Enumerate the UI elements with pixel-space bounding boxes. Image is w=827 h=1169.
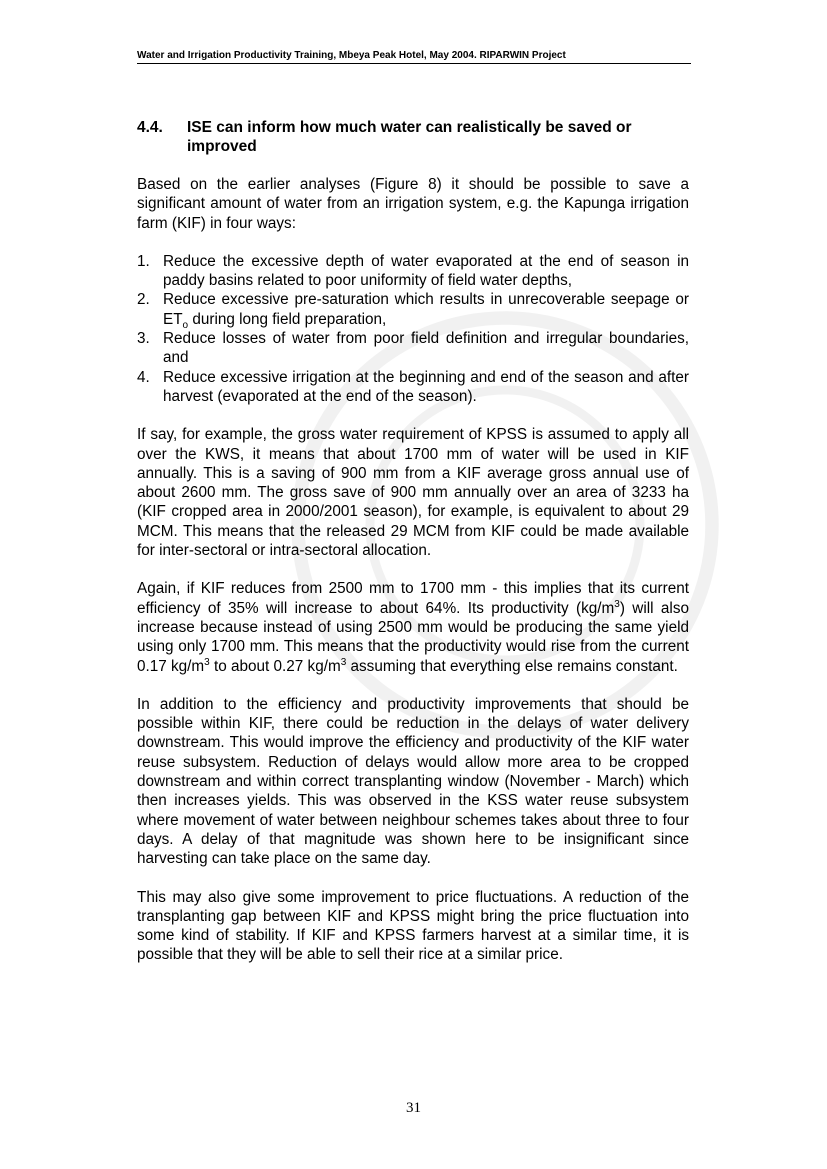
text-part: Again, if KIF reduces from 2500 mm to 1700 mm - this implies that its current efficiency of 35% will increase to about 64%. Its productivity (kg/m [137,580,689,617]
water-requirement-paragraph: If say, for example, the gross water requirement of KPSS is assumed to apply all over the KWS, it means that about 1700 mm of water will be used in KIF annually. This is a saving of 900 mm from a KIF average gross annual use of about 2600 mm. The gross save of 900 mm annually over an area of 3233 ha (KIF cropped area in 2000/2001 season), for example, is equivalent to about 29 MCM. This means that the released 29 MCM from KIF could be made available for inter-sectoral or intra-sectoral allocation. [137,426,689,560]
savings-list [137,252,689,406]
section-heading [137,118,689,156]
list-item-text [163,290,689,329]
superscript: 3 [340,656,347,668]
price-paragraph: This may also give some improvement to price fluctuations. A reduction of the transplanting gap between KIF and KPSS might bring the price fluctuation into some kind of stability. If KIF and KPSS farmers harvest at a similar time, it is possible that they will be able to sell their rice at a similar price. [137,888,689,964]
subscript: o [182,319,189,331]
list-item-text: Reduce losses of water from poor field definition and irregular boundaries, and [163,330,689,367]
list-item-text-before: Reduce excessive pre-saturation which results in unrecoverable seepage or ET [163,291,689,328]
list-item-text: Reduce the excessive depth of water evaporated at the end of season in paddy basins related to poor uniformity of field water depths, [163,252,689,290]
text-part: assuming that everything else remains constant. [346,657,678,675]
list-item-number: 2. [137,291,150,309]
text-part: to about 0.27 kg/m [209,657,341,675]
list-item [137,329,689,368]
list-item [137,290,689,329]
list-item [137,368,689,407]
section-title: ISE can inform how much water can realistically be saved or improved [187,119,632,155]
superscript: 3 [204,656,210,668]
delays-paragraph: In addition to the efficiency and productivity improvements that should be possible within KIF, there could be reduction in the delays of water delivery downstream. This would improve the efficiency and productivity of the KIF water reuse subsystem. Reduction of delays would allow more area to be cropped downstream and within correct transplanting window (November - March) which then increases yields. This was observed in the KSS water reuse subsystem where movement of water between neighbour schemes takes about three to four days. A delay of that magnitude was shown here to be insignificant since harvesting can take place on the same day. [137,695,689,868]
intro-paragraph: Based on the earlier analyses (Figure 8) it should be possible to save a significant amount of water from an irrigation system, e.g. the Kapunga irrigation farm (KIF) in four ways: [137,176,689,232]
superscript: 3 [614,598,620,610]
page-header: Water and Irrigation Productivity Training, Mbeya Peak Hotel, May 2004. RIPARWIN Project [137,50,691,64]
list-item-number: 3. [137,330,150,348]
list-item [137,252,689,291]
page-number: 31 [406,1100,421,1116]
list-item-text-after: during long field preparation, [188,310,387,328]
page-content [137,118,689,965]
list-item-text: Reduce excessive irrigation at the beginning and end of the season and after harvest (evaporated at the end of the season). [163,368,689,405]
list-item-number: 1. [137,252,150,270]
text-part: ) will also increase because instead of using 2500 mm would be producing the same yield using only 1700 mm. This means that the productivity would rise from the current 0.17 kg/m [137,599,689,675]
efficiency-paragraph [137,579,689,675]
section-number: 4.4. [137,119,163,136]
list-item-number: 4. [137,368,150,386]
